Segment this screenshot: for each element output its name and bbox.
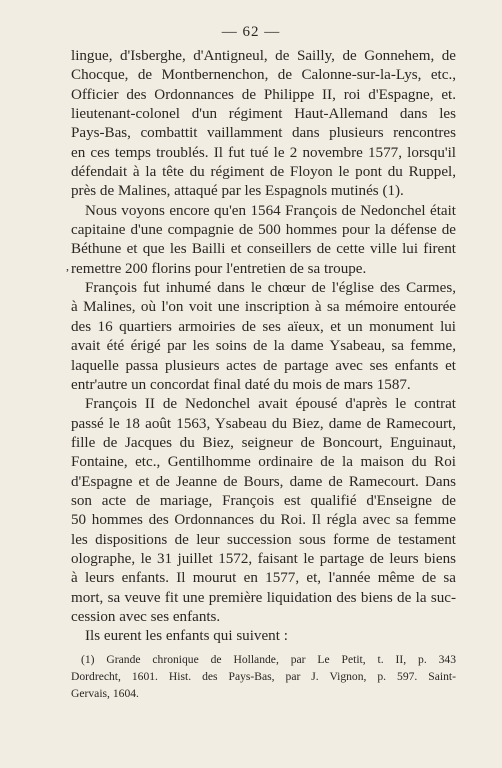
text-line: entr'autre un concordat final daté du mois de mars 1587. bbox=[71, 376, 411, 393]
page-number: — 62 — bbox=[221, 24, 281, 40]
text-line: remettre 200 florins pour l'entretien de sa troupe. bbox=[71, 260, 367, 277]
footnote-line: (1) Grande chronique de Hollande, par Le Petit, t. II, p. 343 bbox=[81, 653, 456, 666]
text-line: laquelle passa plusieurs actes de partage avec ses enfants et bbox=[71, 357, 456, 374]
footnote-line: Dordrecht, 1601. Hist. des Pays-Bas, par J. Vignon, p. 597. Saint- bbox=[71, 670, 456, 683]
footnote-line: Gervais, 1604. bbox=[71, 687, 139, 700]
text-line: son acte de mariage, François est qualifié d'Enseigne de bbox=[71, 492, 456, 509]
text-line: Chocque, de Montbernenchon, de Calonne-sur-la-Lys, etc., bbox=[71, 67, 456, 84]
text-line: d'Espagne et de Jeanne de Bours, dame de Ramecourt. Dans bbox=[71, 473, 456, 490]
text-line: mort, sa veuve fit une première liquidation des biens de la suc- bbox=[71, 589, 456, 606]
text-line: à Malines, où l'on voit une inscription à sa mémoire entourée bbox=[71, 299, 456, 316]
text-line: Pays-Bas, combattit vaillamment dans plusieurs rencontres bbox=[71, 125, 456, 142]
text-line: 50 hommes des Ordonnances du Roi. Il régla avec sa femme bbox=[71, 512, 456, 529]
text-line: olographe, le 31 juillet 1572, faisant le partage de leurs biens bbox=[71, 550, 456, 567]
text-line: Béthune et que les Bailli et conseillers de cette ville lui firent bbox=[71, 241, 456, 258]
text-line: en ces temps troublés. Il fut tué le 2 novembre 1577, lorsqu'il bbox=[71, 144, 456, 161]
text-line: cession avec ses enfants. bbox=[71, 608, 221, 625]
text-line: défendait à la tête du régiment de Floyon le pont du Ruppel, bbox=[71, 164, 456, 181]
text-line: lieutenant-colonel d'un régiment Haut-Allemand dans les bbox=[71, 106, 456, 123]
paragraph-start: Ils eurent les enfants qui suivent : bbox=[85, 628, 288, 645]
body-text bbox=[71, 47, 456, 647]
footnote bbox=[71, 651, 456, 702]
text-line: lingue, d'Isberghe, d'Antigneul, de Sailly, de Gonnehem, de bbox=[71, 48, 456, 64]
text-line: passé le 18 août 1563, Ysabeau du Biez, dame de Ramecourt, bbox=[71, 415, 456, 432]
text-line: à leurs enfants. Il mourut en 1577, et, l'année même de sa bbox=[71, 570, 456, 587]
text-line: près de Malines, attaqué par les Espagnols mutinés (1). bbox=[71, 183, 404, 200]
text-line: Fontaine, etc., Gentilhomme ordinaire de la maison du Roi bbox=[71, 454, 456, 471]
text-line: fille de Jacques du Biez, seigneur de Boncourt, Enguinaut, bbox=[71, 434, 456, 451]
text-line: les dispositions de leur succession sous forme de testament bbox=[71, 531, 456, 548]
text-line: capitaine d'une compagnie de 500 hommes pour la défense de bbox=[71, 222, 456, 239]
paragraph-start: François II de Nedonchel avait épousé d'après le contrat bbox=[85, 396, 456, 413]
text-line: Officier des Ordonnances de Philippe II, roi d'Espagne, et. bbox=[71, 86, 456, 103]
paragraph-start: Nous voyons encore qu'en 1564 François de Nedonchel était bbox=[85, 202, 456, 219]
text-line: avait été érigé par les soins de la dame Ysabeau, sa femme, bbox=[71, 338, 456, 355]
text-line: des 16 quartiers armoiries de ses aïeux, et un monument lui bbox=[71, 318, 456, 335]
stray-comma-mark: , bbox=[66, 259, 69, 273]
paragraph-start: François fut inhumé dans le chœur de l'église des Carmes, bbox=[85, 280, 456, 297]
